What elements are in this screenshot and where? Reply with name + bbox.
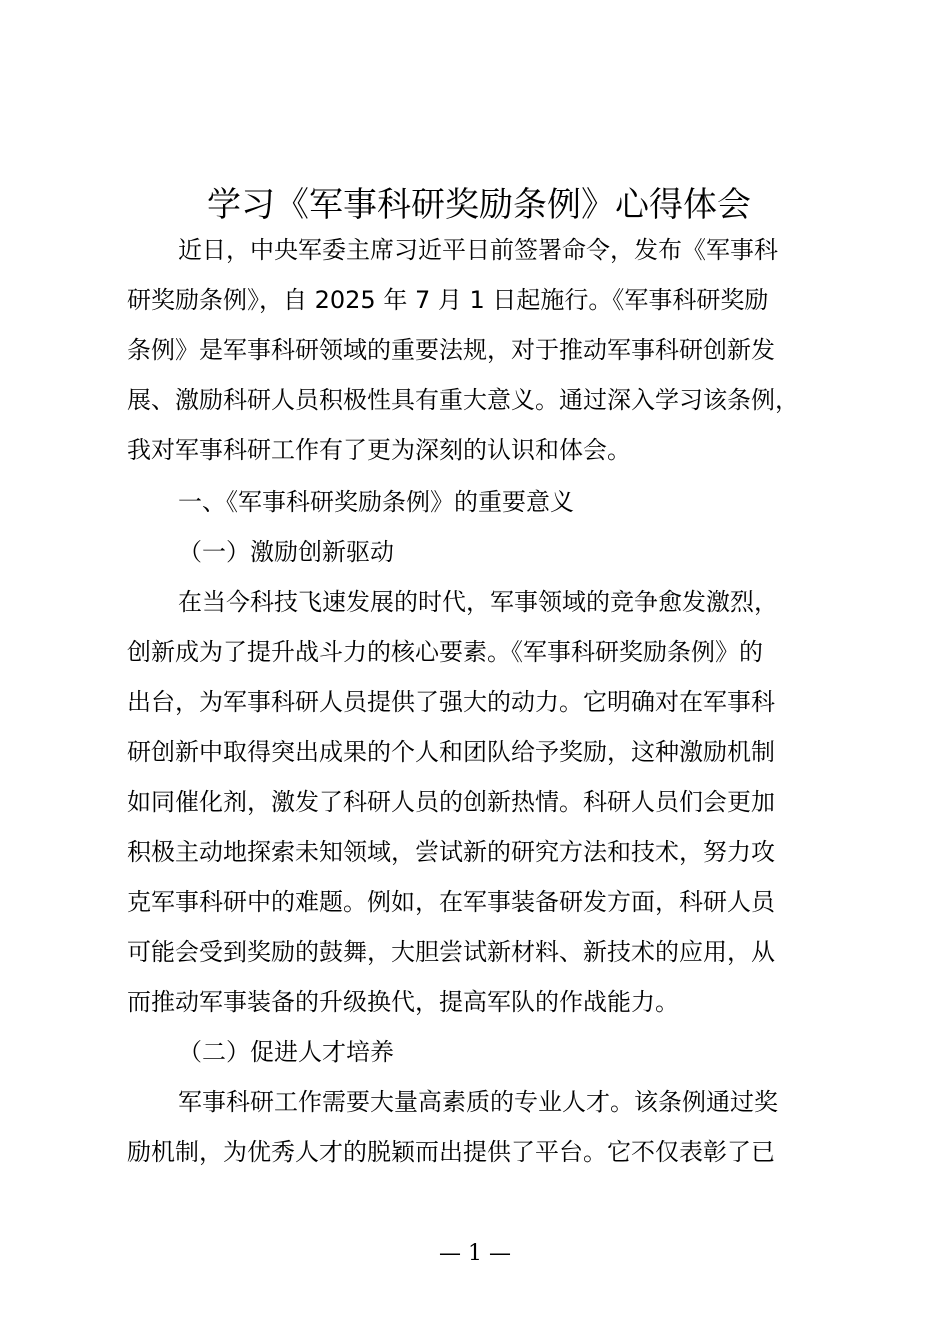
body-line: 研奖励条例》，自 2025 年 7 月 1 日起施行。《军事科研奖励 <box>127 286 769 314</box>
subsection-heading: （一）激励创新驱动 <box>178 538 394 566</box>
body-line: 研创新中取得突出成果的个人和团队给予奖励，这种激励机制 <box>127 738 775 766</box>
page-number: — 1 — <box>439 1241 511 1266</box>
body-line: 如同催化剂，激发了科研人员的创新热情。科研人员们会更加 <box>127 788 775 816</box>
section-heading: 一、《军事科研奖励条例》的重要意义 <box>178 488 574 516</box>
body-line: 励机制，为优秀人才的脱颖而出提供了平台。它不仅表彰了已 <box>127 1138 775 1166</box>
body-line: 近日，中央军委主席习近平日前签署命令，发布《军事科 <box>178 236 778 264</box>
body-line: 出台，为军事科研人员提供了强大的动力。它明确对在军事科 <box>127 688 775 716</box>
body-line: 我对军事科研工作有了更为深刻的认识和体会。 <box>127 436 631 464</box>
body-line: 可能会受到奖励的鼓舞，大胆尝试新材料、新技术的应用，从 <box>127 938 775 966</box>
document-title: 学习《军事科研奖励条例》心得体会 <box>207 185 751 225</box>
body-line: 在当今科技飞速发展的时代，军事领域的竞争愈发激烈， <box>178 588 778 616</box>
body-line: 创新成为了提升战斗力的核心要素。《军事科研奖励条例》的 <box>127 638 763 666</box>
body-line: 而推动军事装备的升级换代，提高军队的作战能力。 <box>127 988 679 1016</box>
body-line: 展、激励科研人员积极性具有重大意义。通过深入学习该条例， <box>127 386 799 414</box>
subsection-heading: （二）促进人才培养 <box>178 1038 394 1066</box>
body-line: 条例》是军事科研领域的重要法规，对于推动军事科研创新发 <box>127 336 775 364</box>
body-line: 克军事科研中的难题。例如，在军事装备研发方面，科研人员 <box>127 888 775 916</box>
body-line: 军事科研工作需要大量高素质的专业人才。该条例通过奖 <box>178 1088 778 1116</box>
body-line: 积极主动地探索未知领域，尝试新的研究方法和技术，努力攻 <box>127 838 775 866</box>
